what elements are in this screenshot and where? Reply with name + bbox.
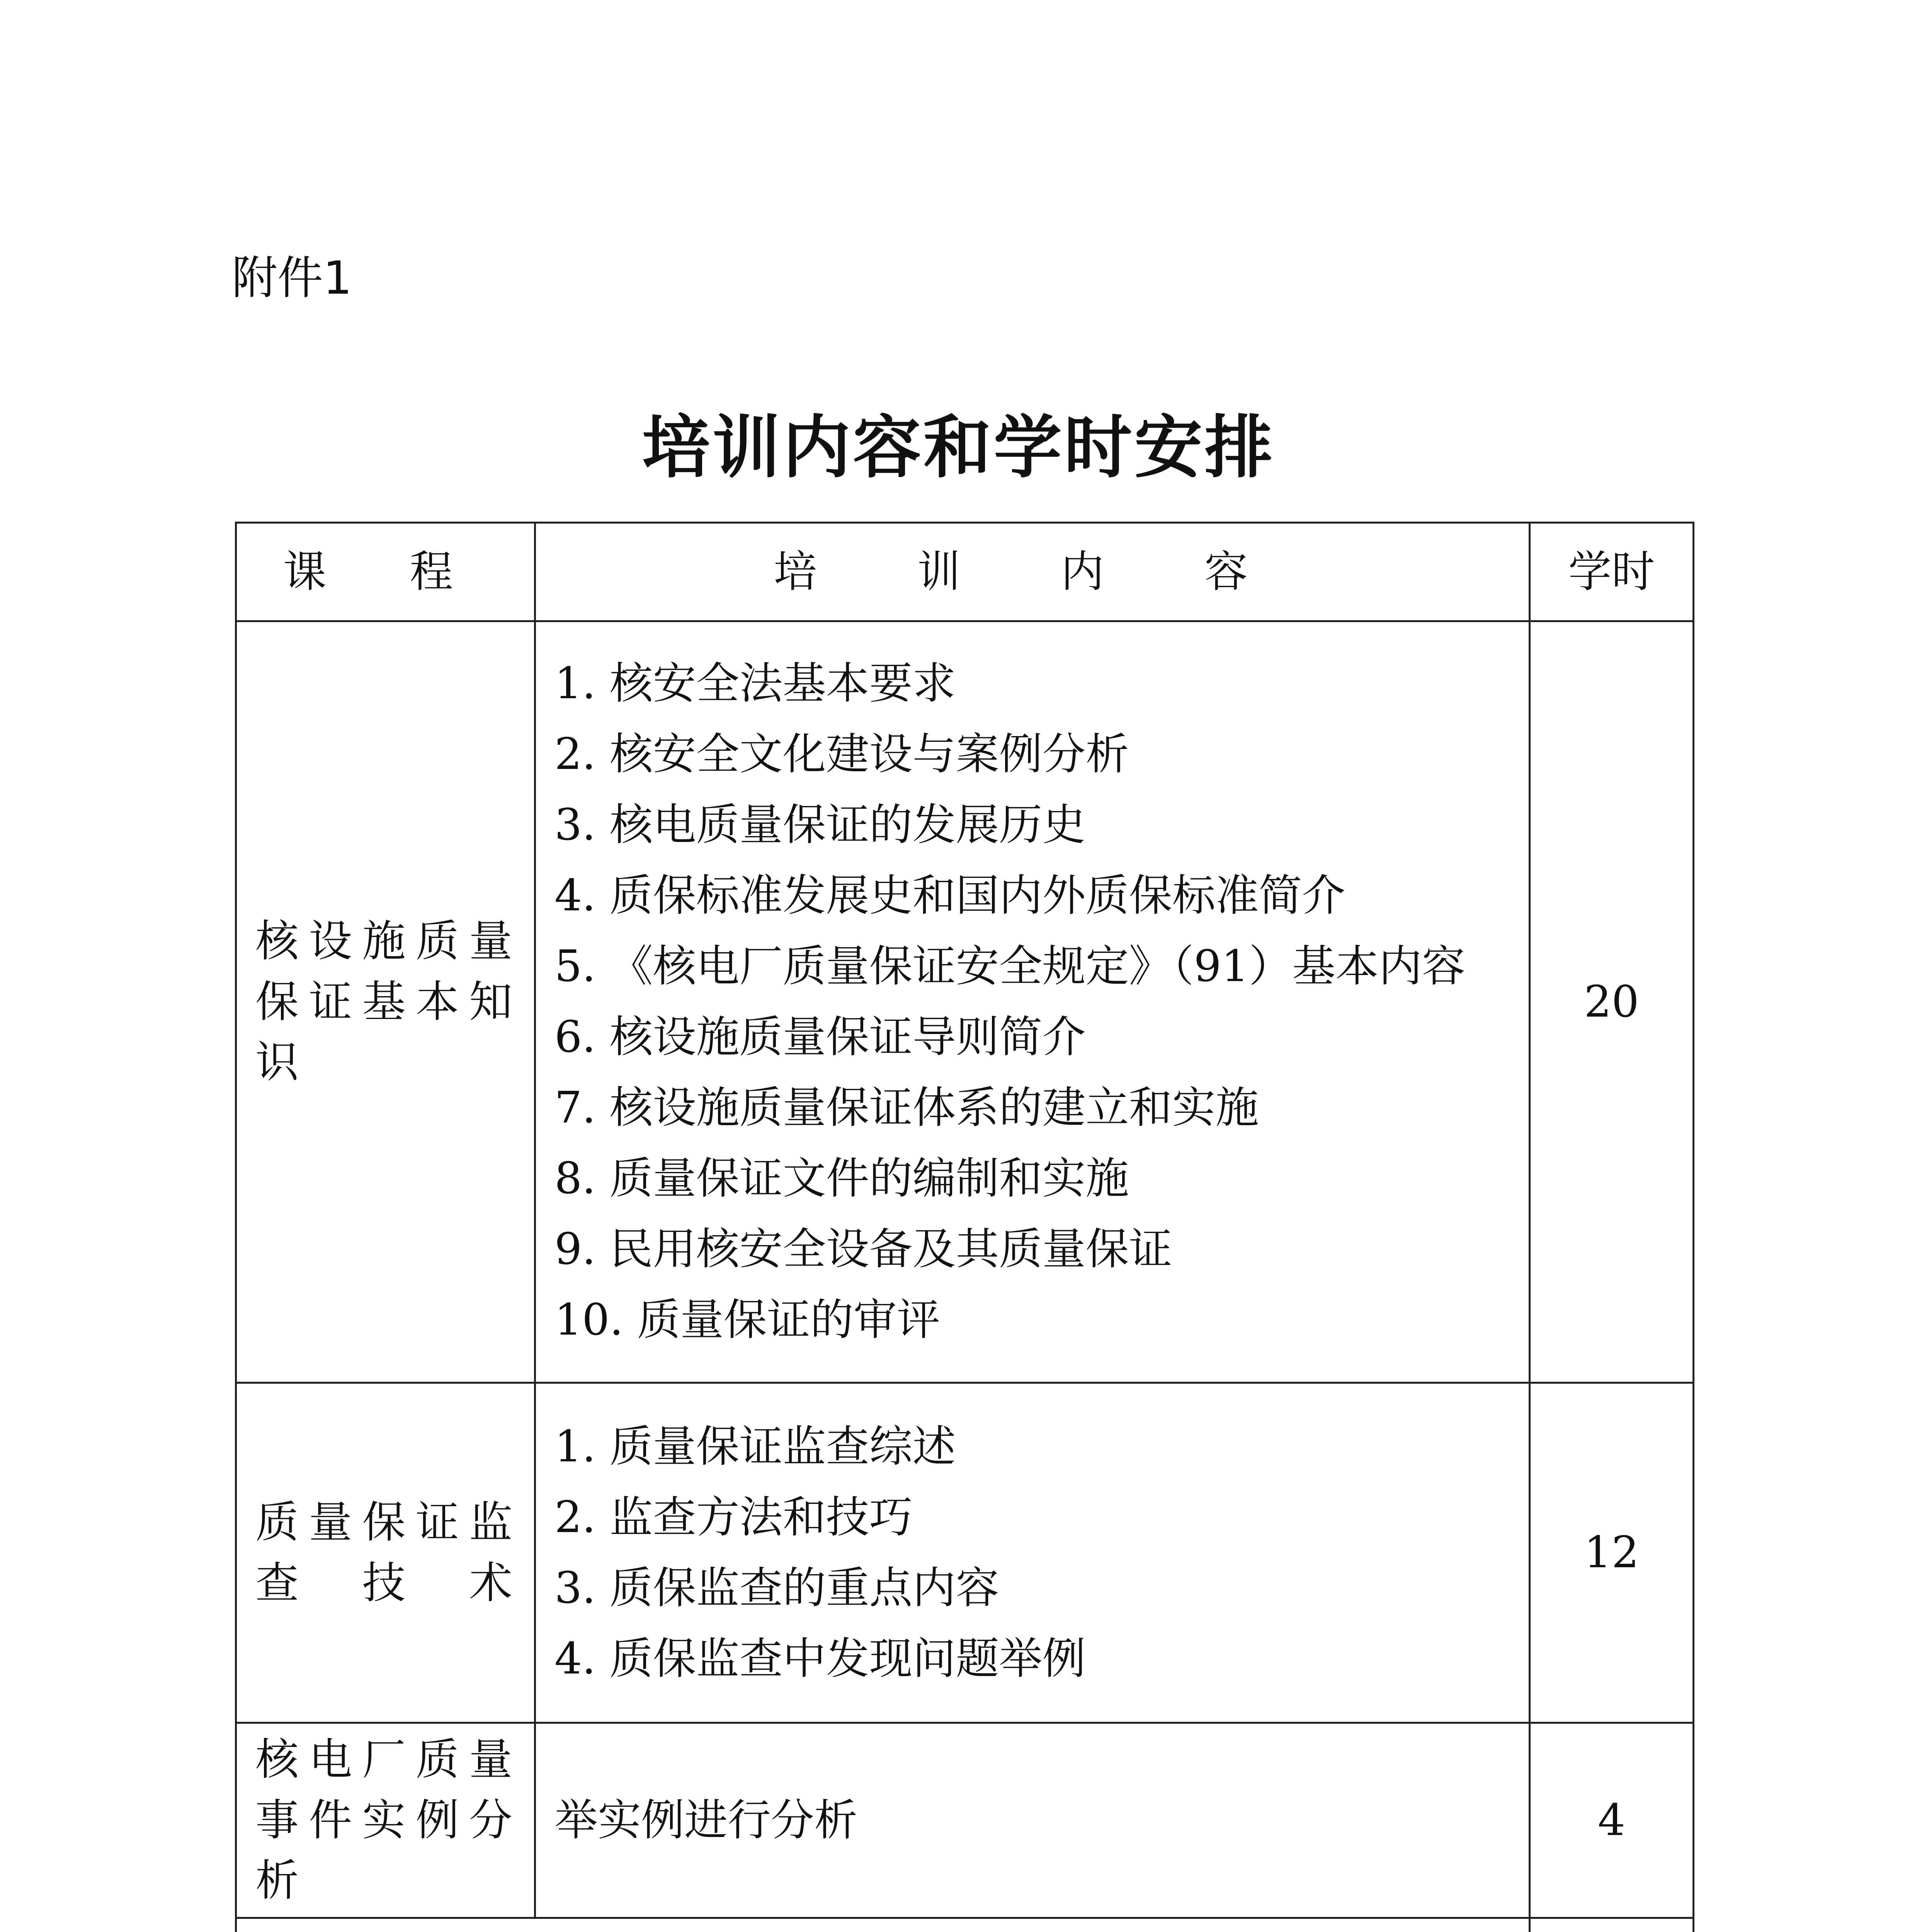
content-item: 5. 《核电厂质量保证安全规定》（91）基本内容 bbox=[555, 941, 1465, 992]
content-item: 6. 核设施质量保证导则简介 bbox=[555, 1012, 1086, 1062]
table-row bbox=[236, 1723, 1694, 1918]
content-item: 1. 核安全法基本要求 bbox=[555, 658, 956, 709]
summary-label bbox=[236, 1918, 1530, 1932]
table-row bbox=[236, 1918, 1694, 1932]
course-cell: 核电厂质量事件实例分析 bbox=[236, 1723, 535, 1918]
document-title: 培训内容和学时安排 bbox=[642, 407, 1275, 487]
hours-cell bbox=[1530, 1918, 1694, 1932]
header-hours: 学时 bbox=[1530, 523, 1694, 621]
content-item: 4. 质保监查中发现问题举例 bbox=[555, 1633, 1086, 1684]
header-course: 课 程 bbox=[236, 523, 535, 621]
hours-cell: 20 bbox=[1530, 621, 1694, 1383]
attachment-label: 附件1 bbox=[232, 251, 352, 304]
table-header-row bbox=[236, 523, 1694, 621]
table-row bbox=[236, 1383, 1694, 1723]
content-cell bbox=[535, 1723, 1530, 1918]
training-schedule-table bbox=[235, 522, 1694, 1932]
content-cell bbox=[535, 1383, 1530, 1723]
content-item: 4. 质保标准发展史和国内外质保标准简介 bbox=[555, 871, 1345, 921]
hours-cell: 12 bbox=[1530, 1383, 1694, 1723]
table-row bbox=[236, 621, 1694, 1383]
course-cell: 质量保证监查技术 bbox=[236, 1383, 535, 1723]
content-cell bbox=[535, 621, 1530, 1383]
content-item: 7. 核设施质量保证体系的建立和实施 bbox=[555, 1083, 1259, 1133]
content-item: 2. 监查方法和技巧 bbox=[555, 1492, 913, 1543]
content-item: 1. 质量保证监查综述 bbox=[555, 1421, 956, 1472]
hours-cell: 4 bbox=[1530, 1723, 1694, 1918]
content-item: 10. 质量保证的审评 bbox=[555, 1295, 940, 1345]
content-item: 8. 质量保证文件的编制和实施 bbox=[555, 1153, 1129, 1204]
content-item: 2. 核安全文化建设与案例分析 bbox=[555, 729, 1129, 779]
content-item: 3. 质保监查的重点内容 bbox=[555, 1563, 999, 1613]
content-item: 9. 民用核安全设备及其质量保证 bbox=[555, 1224, 1172, 1274]
content-item: 3. 核电质量保证的发展历史 bbox=[555, 800, 1086, 850]
course-cell: 核设施质量保证基本知识 bbox=[236, 621, 535, 1383]
header-content: 培 训 内 容 bbox=[535, 523, 1530, 621]
content-item: 举实例进行分析 bbox=[555, 1795, 857, 1845]
